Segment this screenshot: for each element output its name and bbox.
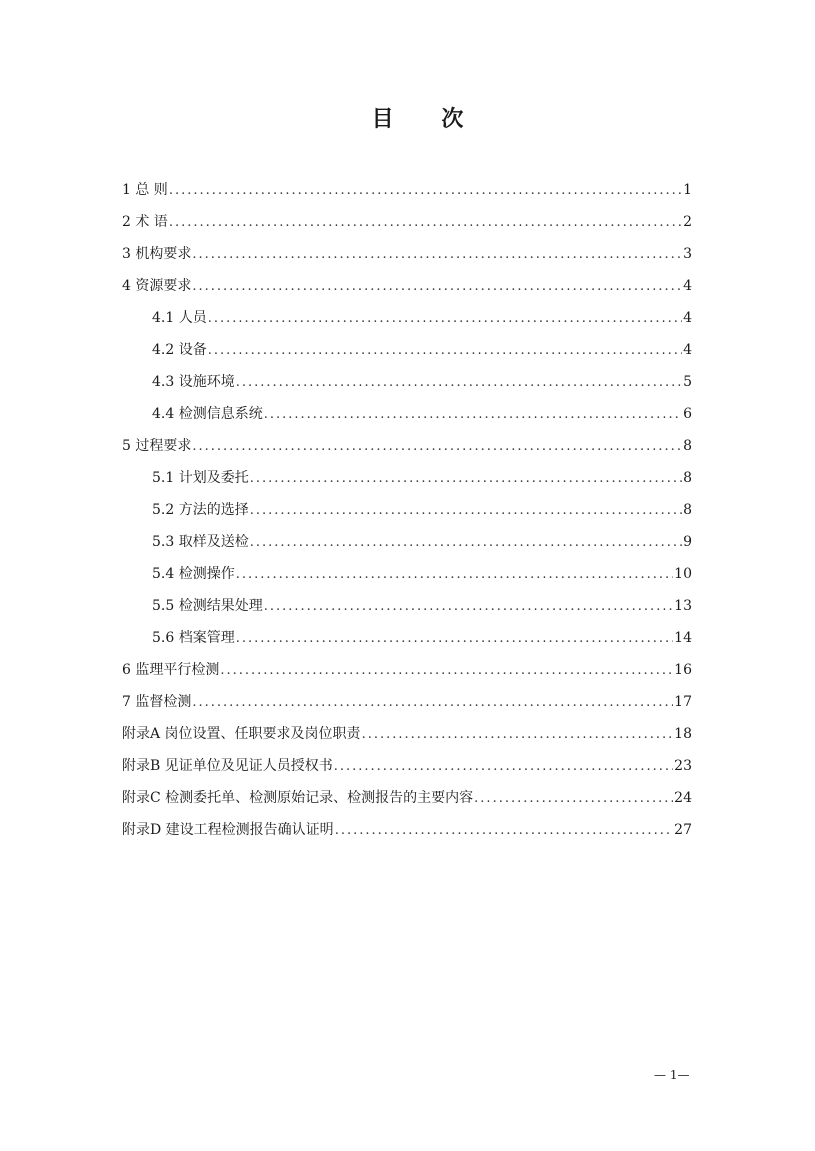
toc-subentry[interactable] bbox=[122, 464, 692, 496]
toc-entry-page: 16 bbox=[674, 662, 692, 678]
toc-entry[interactable] bbox=[122, 656, 692, 688]
toc-entry-page: 27 bbox=[674, 822, 692, 838]
toc-dot-leader bbox=[169, 177, 682, 205]
toc-entry[interactable] bbox=[122, 688, 692, 720]
toc-entry[interactable] bbox=[122, 432, 692, 464]
toc-entry-label: 2 术 语 bbox=[122, 214, 168, 230]
toc-subentry[interactable] bbox=[122, 496, 692, 528]
toc-entry-label: 6 监理平行检测 bbox=[122, 662, 220, 678]
toc-entry-label: 4.1 人员 bbox=[152, 310, 207, 326]
toc-entry-page: 13 bbox=[674, 598, 692, 614]
toc-dot-leader bbox=[264, 401, 682, 429]
toc-subentry[interactable] bbox=[122, 592, 692, 624]
footer-page-number: — 1— bbox=[654, 1068, 690, 1082]
toc-dot-leader bbox=[169, 209, 682, 237]
toc-entry-label: 4.3 设施环境 bbox=[152, 374, 235, 390]
toc-subentry[interactable] bbox=[122, 624, 692, 656]
toc-dot-leader bbox=[474, 785, 673, 813]
toc-entry[interactable] bbox=[122, 752, 692, 784]
toc-dot-leader bbox=[192, 689, 673, 717]
toc-dot-leader bbox=[192, 273, 682, 301]
toc-subentry[interactable] bbox=[122, 368, 692, 400]
toc-dot-leader bbox=[250, 497, 682, 525]
toc-entry-page: 4 bbox=[683, 310, 692, 326]
toc-entry-page: 8 bbox=[683, 470, 692, 486]
toc-entry-label: 5.4 检测操作 bbox=[152, 566, 235, 582]
toc-entry-page: 1 bbox=[683, 182, 692, 198]
toc-entry-page: 14 bbox=[674, 630, 692, 646]
toc-entry[interactable] bbox=[122, 272, 692, 304]
toc-entry-page: 4 bbox=[683, 278, 692, 294]
toc-entry-label: 7 监督检测 bbox=[122, 694, 192, 710]
toc-dot-leader bbox=[250, 465, 682, 493]
toc-entry[interactable] bbox=[122, 720, 692, 752]
toc-entry-label: 3 机构要求 bbox=[122, 246, 192, 262]
toc-dot-leader bbox=[192, 241, 682, 269]
toc-entry-label: 附录A 岗位设置、任职要求及岗位职责 bbox=[122, 726, 361, 742]
toc-entry-label: 4.2 设备 bbox=[152, 342, 207, 358]
toc-entry-page: 5 bbox=[683, 374, 692, 390]
toc-dot-leader bbox=[264, 593, 673, 621]
toc-subentry[interactable] bbox=[122, 400, 692, 432]
toc-entry[interactable] bbox=[122, 176, 692, 208]
toc-dot-leader bbox=[250, 529, 682, 557]
toc-entry-label: 5.1 计划及委托 bbox=[152, 470, 249, 486]
toc-entry-page: 24 bbox=[674, 790, 692, 806]
toc-dot-leader bbox=[362, 721, 674, 749]
toc-entry-page: 9 bbox=[683, 534, 692, 550]
toc-entry-label: 4 资源要求 bbox=[122, 278, 192, 294]
toc-entry-label: 5 过程要求 bbox=[122, 438, 192, 454]
toc-dot-leader bbox=[192, 433, 682, 461]
toc-entry-label: 5.3 取样及送检 bbox=[152, 534, 249, 550]
toc-entry[interactable] bbox=[122, 208, 692, 240]
toc-dot-leader bbox=[208, 305, 682, 333]
toc-entry[interactable] bbox=[122, 240, 692, 272]
toc-entry-page: 8 bbox=[683, 438, 692, 454]
toc-entry[interactable] bbox=[122, 784, 692, 816]
toc-entry-label: 1 总 则 bbox=[122, 182, 168, 198]
toc-dot-leader bbox=[236, 369, 682, 397]
toc-entry-page: 6 bbox=[683, 406, 692, 422]
page-title: 目 次 bbox=[371, 107, 484, 132]
toc-entry-label: 5.6 档案管理 bbox=[152, 630, 235, 646]
toc-entry-page: 4 bbox=[683, 342, 692, 358]
toc-entry-page: 3 bbox=[683, 246, 692, 262]
toc-subentry[interactable] bbox=[122, 560, 692, 592]
toc-subentry[interactable] bbox=[122, 528, 692, 560]
toc-subentry[interactable] bbox=[122, 304, 692, 336]
toc-dot-leader bbox=[236, 625, 673, 653]
toc-dot-leader bbox=[335, 817, 673, 845]
toc-entry-page: 23 bbox=[674, 758, 692, 774]
toc-entry-page: 2 bbox=[683, 214, 692, 230]
toc-dot-leader bbox=[220, 657, 673, 685]
toc-dot-leader bbox=[236, 561, 673, 589]
toc-entry[interactable] bbox=[122, 816, 692, 848]
toc-entry-label: 附录D 建设工程检测报告确认证明 bbox=[122, 822, 334, 838]
toc-entry-page: 17 bbox=[674, 694, 692, 710]
table-of-contents bbox=[122, 176, 692, 848]
toc-entry-label: 附录B 见证单位及见证人员授权书 bbox=[122, 758, 333, 774]
toc-subentry[interactable] bbox=[122, 336, 692, 368]
toc-entry-label: 5.5 检测结果处理 bbox=[152, 598, 263, 614]
toc-entry-label: 4.4 检测信息系统 bbox=[152, 406, 263, 422]
toc-dot-leader bbox=[208, 337, 682, 365]
toc-entry-label: 5.2 方法的选择 bbox=[152, 502, 249, 518]
toc-entry-page: 10 bbox=[674, 566, 692, 582]
toc-entry-label: 附录C 检测委托单、检测原始记录、检测报告的主要内容 bbox=[122, 790, 474, 806]
toc-entry-page: 8 bbox=[683, 502, 692, 518]
toc-dot-leader bbox=[334, 753, 673, 781]
toc-entry-page: 18 bbox=[674, 726, 692, 742]
